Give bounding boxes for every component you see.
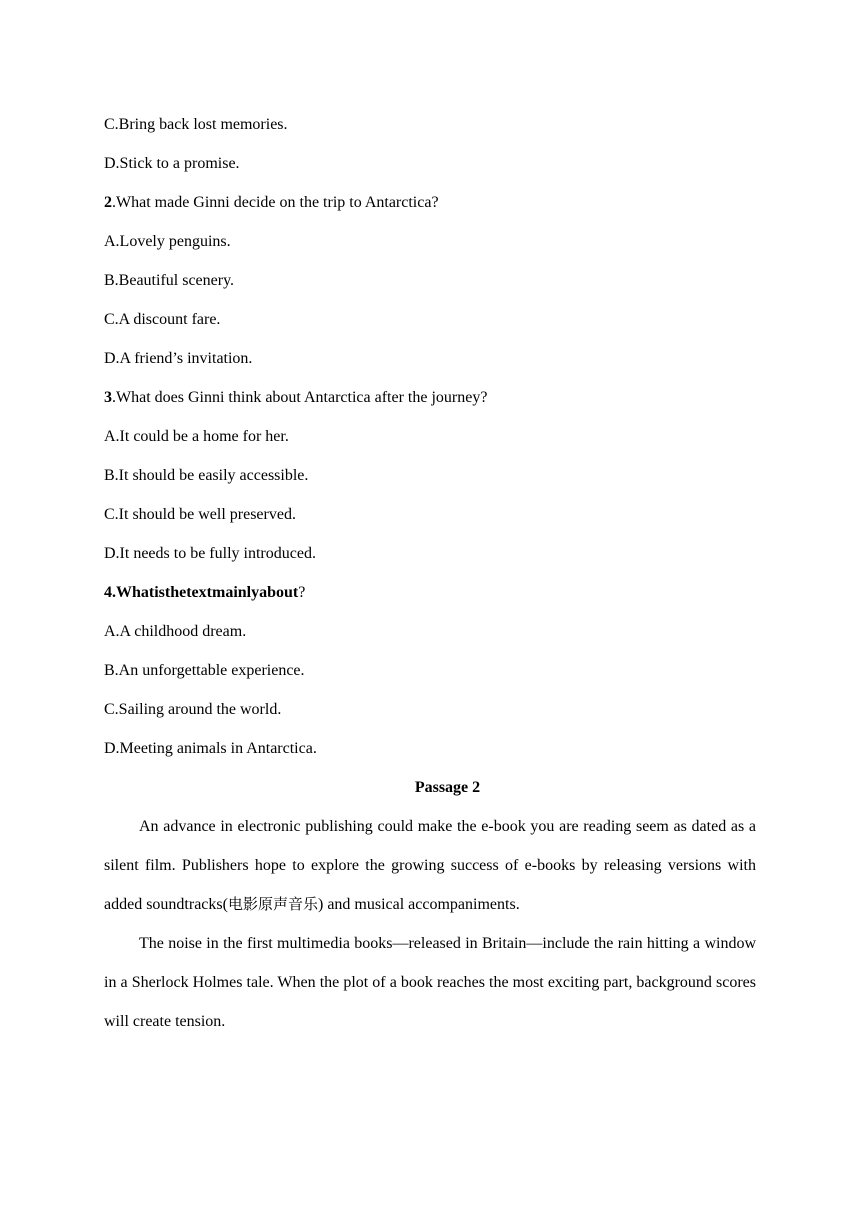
q4-option-a: A.A childhood dream. <box>104 623 247 640</box>
question-4-stem: .Whatisthetextmainlyabout <box>112 584 299 601</box>
passage-title: Passage 2 <box>414 779 481 796</box>
question-2-stem: .What made Ginni decide on the trip to Antarctica? <box>112 194 439 211</box>
q4-option-d: D.Meeting animals in Antarctica. <box>104 740 317 757</box>
question-4 <box>104 583 305 603</box>
q3-option-c: C.It should be well preserved. <box>104 506 296 523</box>
q1-option-c: C.Bring back lost memories. <box>104 116 288 133</box>
q2-option-d: D.A friend’s invitation. <box>104 350 253 367</box>
passage-paragraph-1 <box>104 807 756 924</box>
q2-option-b: B.Beautiful scenery. <box>104 272 235 289</box>
question-3-stem: .What does Ginni think about Antarctica after the journey? <box>112 389 488 406</box>
q4-option-c: C.Sailing around the world. <box>104 701 282 718</box>
q1-option-d: D.Stick to a promise. <box>104 155 240 172</box>
q3-option-d: D.It needs to be fully introduced. <box>104 545 316 562</box>
paragraph-1-cjk-gloss: 电影原声音乐 <box>227 895 318 913</box>
question-3-number: 3 <box>104 389 112 406</box>
paragraph-1-text-b: ) and musical accompaniments. <box>317 896 520 913</box>
q3-option-a: A.It could be a home for her. <box>104 428 289 445</box>
passage-paragraph-2: The noise in the first multimedia books—released in Britain—include the rain hitting a window in a Sherlock Holmes tale. When the plot of a book reaches the most exciting part, background scores will create tension. <box>104 935 756 1030</box>
question-4-stem-end: ? <box>298 584 306 601</box>
q4-option-b: B.An unforgettable experience. <box>104 662 305 679</box>
question-3 <box>104 388 487 408</box>
q2-option-a: A.Lovely penguins. <box>104 233 231 250</box>
q2-option-c: C.A discount fare. <box>104 311 221 328</box>
question-2-number: 2 <box>104 194 112 211</box>
q3-option-b: B.It should be easily accessible. <box>104 467 309 484</box>
question-4-number: 4 <box>104 584 112 601</box>
paragraph-1-text-a: An advance in electronic publishing could make the e-book you are reading seem as dated as a silent film. Publishers hope to explore the growing success of e-books by releasing versions with added soundtracks( <box>104 818 756 913</box>
question-2 <box>104 193 439 213</box>
